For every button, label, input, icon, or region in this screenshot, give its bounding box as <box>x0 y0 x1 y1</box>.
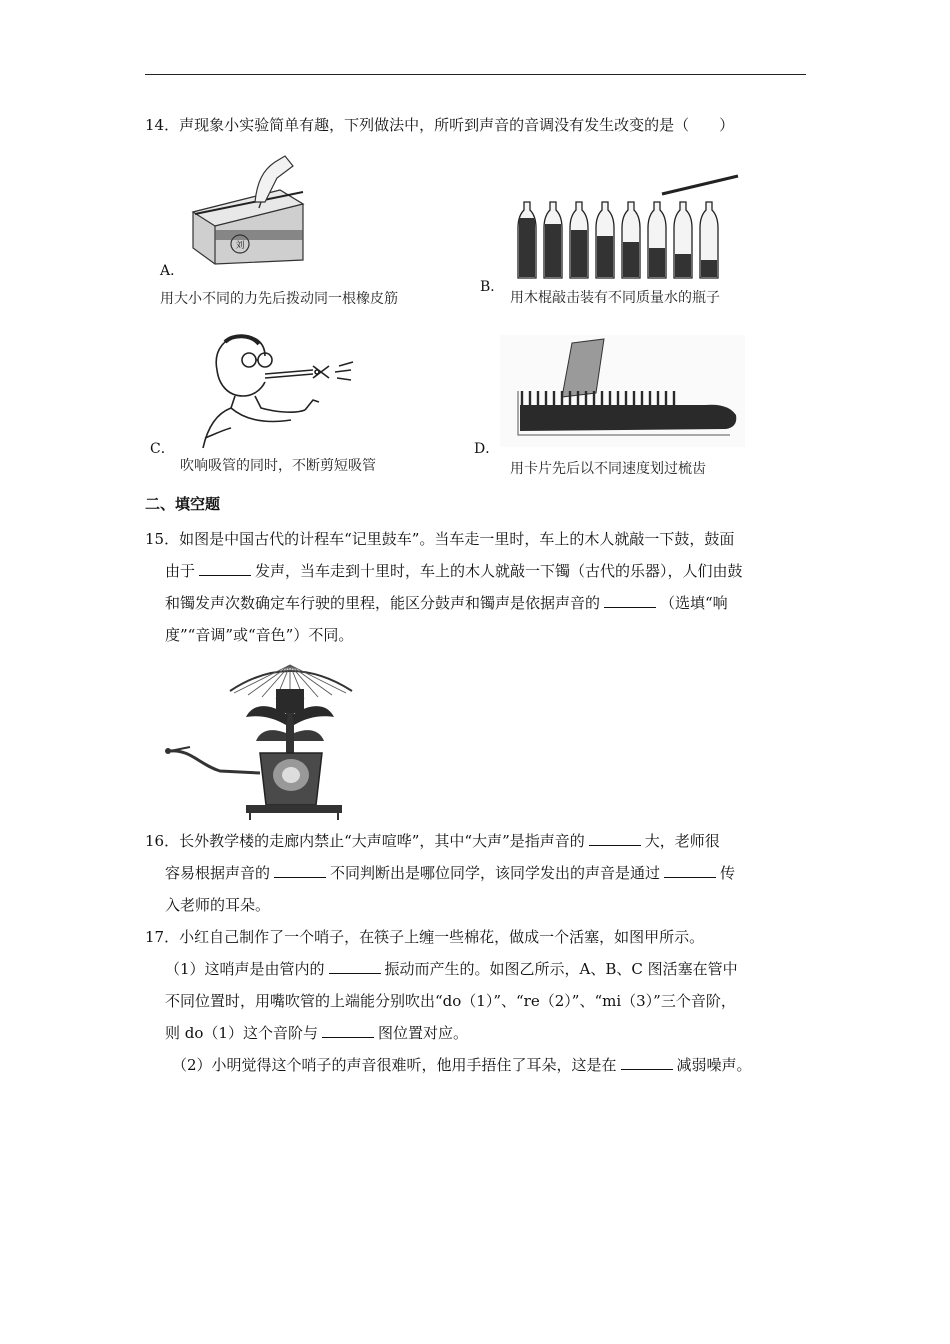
q17-text: 图位置对应。 <box>377 1024 468 1042</box>
q17-text: （2）小明觉得这个哨子的声音很难听，他用手捂住了耳朵，这是在 <box>172 1056 617 1074</box>
header-rule <box>145 74 806 75</box>
figure-a-rubber-band-box <box>185 152 310 270</box>
q15-blank-1[interactable] <box>199 561 251 576</box>
q17-text: 减弱噪声。 <box>676 1056 752 1074</box>
q16-line3: 入老师的耳朵。 <box>165 896 271 914</box>
option-b-label: B． <box>480 279 505 295</box>
q17-blank-2[interactable] <box>322 1023 374 1038</box>
q16-text: 传 <box>720 864 736 882</box>
option-a-label: A． <box>160 263 185 279</box>
option-d-label: D． <box>474 441 500 457</box>
box-logo-text: 刘 <box>235 241 245 251</box>
figure-c-straw <box>195 330 365 450</box>
q16-text: 不同判断出是哪位同学，该同学发出的声音是通过 <box>330 864 661 882</box>
figure-b-bottles <box>510 170 745 285</box>
q15-text: 和镯发声次数确定车行驶的里程，能区分鼓声和镯声是依据声音的 <box>165 594 601 612</box>
q17-text: 则 do（1）这个音阶与 <box>165 1024 318 1042</box>
figure-drum-cart <box>160 655 360 820</box>
option-d-caption: 用卡片先后以不同速度划过梳齿 <box>510 461 706 477</box>
q17-blank-3[interactable] <box>621 1055 673 1070</box>
q17-line3: 不同位置时，用嘴吹管的上端能分别吹出“do（1）”、“re（2）”、“mi（3）”三个音阶， <box>165 992 736 1010</box>
q17-text: 振动而产生的。如图乙所示，A、B、C 图活塞在管中 <box>384 960 738 978</box>
figure-d-comb-card <box>500 335 745 447</box>
q15-line3 <box>165 588 728 619</box>
q17-blank-1[interactable] <box>329 959 381 974</box>
q17-line1: 17．小红自己制作了一个哨子，在筷子上缠一些棉花，做成一个活塞，如图甲所示。 <box>145 928 705 946</box>
q16-line2 <box>165 858 735 889</box>
q17-line5 <box>172 1050 752 1081</box>
q15-line4: 度”“音调”或“音色”）不同。 <box>165 626 354 644</box>
q17-line4 <box>165 1018 468 1049</box>
option-c-caption: 吹响吸管的同时，不断剪短吸管 <box>180 458 376 474</box>
q17-line2 <box>165 954 738 985</box>
q17-text: （1）这哨声是由管内的 <box>165 960 325 978</box>
q16-text: 16．长外教学楼的走廊内禁止“大声喧哗”，其中“大声”是指声音的 <box>145 832 585 850</box>
q15-line2 <box>165 556 743 587</box>
option-c-label: C． <box>150 441 175 457</box>
q15-text: 发声，当车走到十里时，车上的木人就敲一下镯（古代的乐器），人们由鼓 <box>255 562 743 580</box>
option-a-caption: 用大小不同的力先后拨动同一根橡皮筋 <box>160 291 398 307</box>
q16-blank-2[interactable] <box>274 863 326 878</box>
option-b-caption: 用木棍敲击装有不同质量水的瓶子 <box>510 290 720 306</box>
q15-text: 由于 <box>165 562 196 580</box>
q16-blank-3[interactable] <box>664 863 716 878</box>
q16-line1 <box>145 826 720 857</box>
q16-text: 大，老师很 <box>644 832 720 850</box>
q15-blank-2[interactable] <box>604 593 656 608</box>
q14-stem: 14．声现象小实验简单有趣，下列做法中，所听到声音的音调没有发生改变的是（ ） <box>145 116 735 134</box>
q16-blank-1[interactable] <box>589 831 641 846</box>
q15-text: （选填“响 <box>660 594 728 612</box>
q16-text: 容易根据声音的 <box>165 864 271 882</box>
q15-line1: 15．如图是中国古代的计程车“记里鼓车”。当车走一里时，车上的木人就敲一下鼓，鼓面 <box>145 530 735 548</box>
section-title: 二、填空题 <box>145 495 221 513</box>
